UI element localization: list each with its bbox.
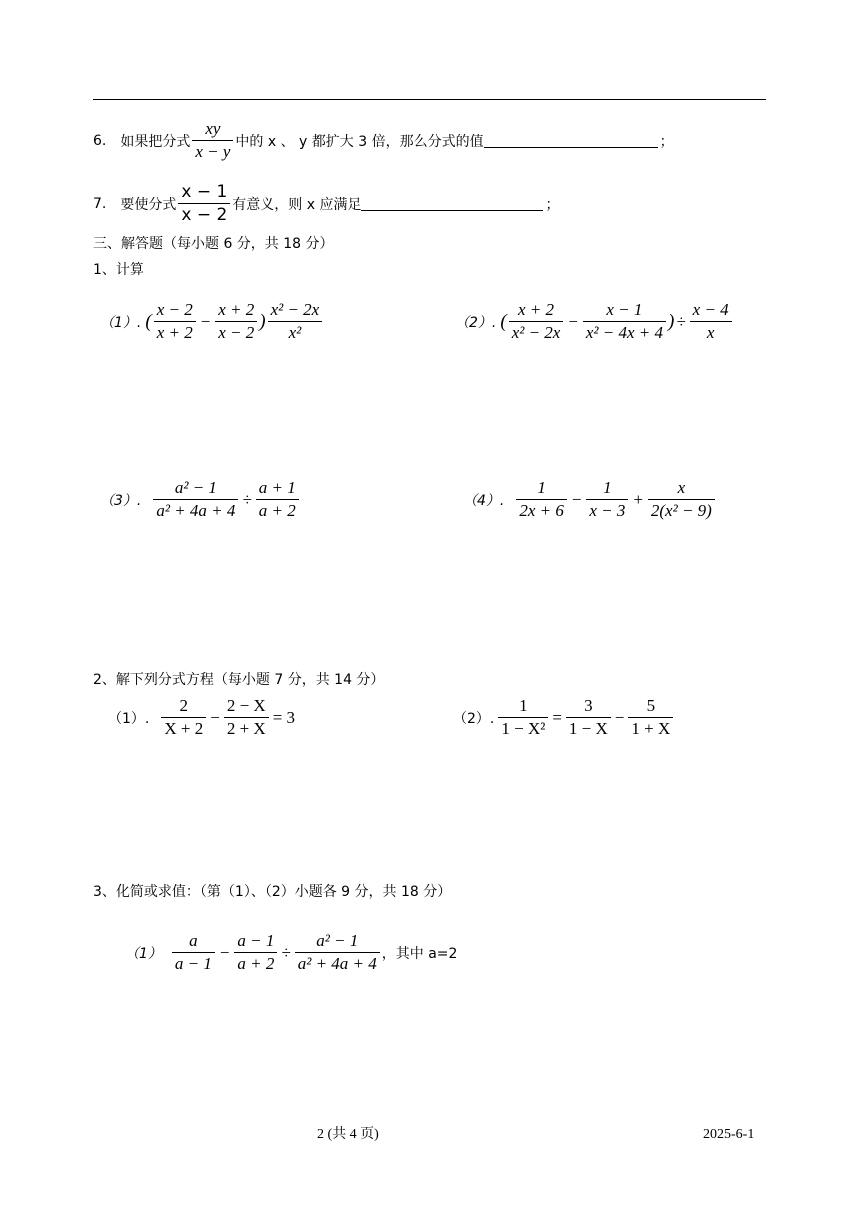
problem-label: （1）. bbox=[108, 710, 150, 727]
problem-1-4 bbox=[463, 477, 717, 522]
fraction bbox=[178, 181, 230, 226]
denominator: 2(x² − 9) bbox=[648, 499, 715, 522]
numerator: a² − 1 bbox=[316, 931, 359, 950]
denominator: x² bbox=[268, 321, 323, 344]
numerator: x − 1 bbox=[181, 182, 228, 202]
numerator: a² − 1 bbox=[174, 478, 217, 497]
fraction bbox=[586, 477, 628, 522]
numerator: x + 2 bbox=[518, 300, 555, 319]
numerator: x − 2 bbox=[156, 300, 193, 319]
numerator: x − 1 bbox=[606, 300, 643, 319]
operator: ÷ bbox=[281, 942, 291, 962]
problem-1-2 bbox=[455, 299, 734, 344]
date: 2025-6-1 bbox=[703, 1127, 755, 1142]
answer-blank[interactable] bbox=[484, 133, 658, 148]
operator: ÷ bbox=[242, 489, 252, 509]
numerator: 1 bbox=[603, 478, 612, 497]
equals-value: = 3 bbox=[272, 707, 296, 727]
fraction bbox=[498, 695, 548, 740]
question-number: 6. bbox=[93, 132, 107, 149]
problem-2-2 bbox=[453, 695, 675, 740]
denominator: x + 2 bbox=[154, 321, 196, 344]
operator: − bbox=[218, 942, 231, 962]
denominator: a − 1 bbox=[172, 952, 215, 975]
numerator: a bbox=[189, 931, 198, 950]
numerator: 1 bbox=[537, 478, 546, 497]
denominator: a + 2 bbox=[256, 499, 299, 522]
denominator: a + 2 bbox=[234, 952, 277, 975]
question-text: 中的 x 、 y 都扩大 3 倍，那么分式的值 bbox=[235, 133, 484, 150]
fraction bbox=[566, 695, 611, 740]
operator: ÷ bbox=[676, 311, 686, 331]
denominator: X + 2 bbox=[161, 717, 206, 740]
operator: − bbox=[199, 311, 212, 331]
denominator: x² − 2x bbox=[509, 321, 564, 344]
numerator: a − 1 bbox=[237, 931, 275, 950]
paren-open: ( bbox=[500, 310, 507, 332]
numerator: 1 bbox=[519, 696, 528, 715]
fraction bbox=[172, 930, 215, 975]
part-heading: 3、化简或求值：（第（1）、（2）小题各 9 分，共 18 分） bbox=[93, 884, 452, 900]
fraction bbox=[215, 299, 257, 344]
problem-1-1 bbox=[100, 299, 324, 344]
numerator: 2 bbox=[179, 696, 189, 715]
numerator: x + 2 bbox=[218, 300, 255, 319]
question-text: 有意义，则 x 应满足 bbox=[232, 196, 362, 213]
paren-close: ) bbox=[667, 310, 675, 332]
operator: − bbox=[614, 707, 625, 727]
problem-2-1 bbox=[108, 695, 297, 740]
numerator: x² − 2x bbox=[270, 300, 320, 319]
fraction bbox=[224, 695, 269, 740]
numerator: 5 bbox=[646, 696, 656, 715]
question-text: 如果把分式 bbox=[120, 133, 191, 150]
numerator: 2 − X bbox=[226, 696, 266, 715]
problem-label: （4）. bbox=[463, 492, 505, 509]
fraction bbox=[295, 930, 380, 975]
question-7 bbox=[93, 181, 559, 226]
problem-label: （2）. bbox=[453, 710, 495, 727]
part-heading: 1、计算 bbox=[93, 262, 144, 278]
numerator: x bbox=[677, 478, 686, 497]
denominator: x − 2 bbox=[178, 203, 230, 226]
problem-3-1 bbox=[125, 930, 457, 975]
fraction bbox=[690, 299, 732, 344]
operator: − bbox=[210, 707, 220, 727]
punctuation: ； bbox=[545, 196, 560, 213]
fraction bbox=[648, 477, 715, 522]
problem-label: （1）. bbox=[100, 314, 142, 331]
numerator: xy bbox=[205, 119, 221, 138]
condition-text: ，其中 a=2 bbox=[381, 945, 458, 962]
operator: + bbox=[632, 489, 644, 509]
fraction bbox=[628, 695, 673, 740]
denominator: 2x + 6 bbox=[516, 499, 567, 522]
question-6 bbox=[93, 118, 674, 163]
paren-close: ) bbox=[259, 310, 266, 332]
denominator: x − 3 bbox=[586, 499, 628, 522]
fraction bbox=[192, 118, 233, 163]
part-heading: 2、解下列分式方程（每小题 7 分，共 14 分） bbox=[93, 672, 385, 688]
denominator: x − y bbox=[192, 140, 233, 163]
denominator: 2 + X bbox=[224, 717, 269, 740]
fraction bbox=[583, 299, 666, 344]
denominator: a² + 4a + 4 bbox=[153, 499, 238, 522]
denominator: 1 + X bbox=[628, 717, 673, 740]
punctuation: ； bbox=[659, 133, 674, 150]
fraction bbox=[234, 930, 277, 975]
denominator: x bbox=[690, 321, 732, 344]
fraction bbox=[516, 477, 567, 522]
numerator: a + 1 bbox=[258, 478, 296, 497]
denominator: x² − 4x + 4 bbox=[583, 321, 666, 344]
paren-open: ( bbox=[145, 310, 152, 332]
fraction bbox=[256, 477, 299, 522]
question-number: 7. bbox=[93, 195, 107, 212]
fraction bbox=[161, 695, 206, 740]
problem-label: （1） bbox=[125, 945, 162, 962]
page-number: 2 (共 4 页) bbox=[317, 1127, 379, 1142]
denominator: a² + 4a + 4 bbox=[295, 952, 380, 975]
denominator: 1 − X bbox=[566, 717, 611, 740]
fraction bbox=[153, 477, 238, 522]
problem-label: （2）. bbox=[455, 314, 497, 331]
equals-sign: = bbox=[552, 707, 562, 727]
operator: − bbox=[570, 489, 583, 509]
fraction bbox=[154, 299, 196, 344]
problem-label: （3）. bbox=[100, 492, 142, 509]
answer-blank[interactable] bbox=[361, 196, 543, 211]
numerator: x − 4 bbox=[692, 300, 729, 319]
fraction bbox=[509, 299, 564, 344]
denominator: 1 − X² bbox=[498, 717, 548, 740]
problem-1-3 bbox=[100, 477, 301, 522]
fraction bbox=[268, 299, 323, 344]
numerator: 3 bbox=[584, 696, 593, 715]
denominator: x − 2 bbox=[215, 321, 257, 344]
section-heading: 三、解答题（每小题 6 分，共 18 分） bbox=[93, 236, 334, 252]
operator: − bbox=[567, 311, 579, 331]
question-text: 要使分式 bbox=[120, 196, 177, 213]
header-rule bbox=[93, 99, 766, 100]
